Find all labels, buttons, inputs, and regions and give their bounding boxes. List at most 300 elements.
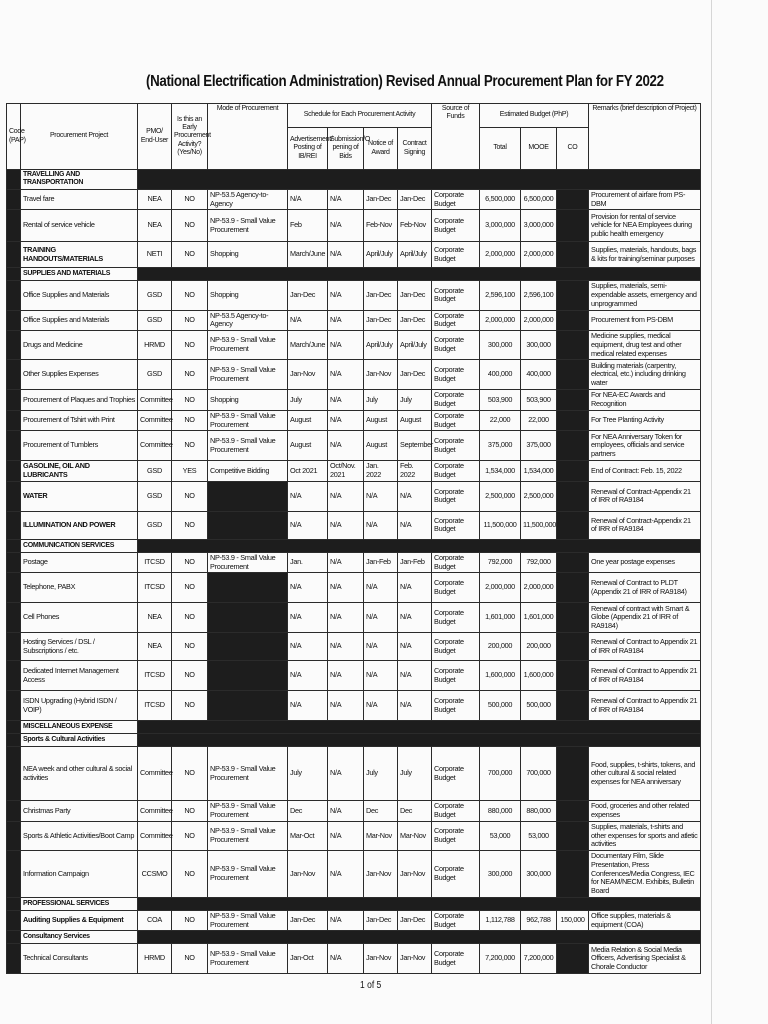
total-cell: 53,000 [480,821,521,850]
table-row [7,481,701,511]
mode-cell: NP-53.9 - Small Value Procurement [208,210,288,242]
code-cell [7,410,21,431]
remarks-cell: Procurement from PS-DBM [589,310,701,331]
mode-cell [208,511,288,539]
funds-cell: Corporate Budget [432,360,480,390]
section-header-row [7,268,701,281]
mode-cell: NP-53.9 - Small Value Procurement [208,944,288,974]
code-cell [7,734,21,747]
early-procurement-cell: NO [172,189,208,210]
code-cell [7,360,21,390]
total-cell: 11,500,000 [480,511,521,539]
contract-signing-cell: Jan-Feb [398,552,432,573]
remarks-cell: Provision for rental of service vehicle for NEA Employees during public health emergency [589,210,701,242]
advertisement-cell: Jan-Dec [288,281,328,310]
advertisement-cell: N/A [288,189,328,210]
co-cell [557,511,589,539]
project-cell: Information Campaign [21,851,138,898]
code-cell [7,821,21,850]
table-row [7,944,701,974]
section-header-row [7,734,701,747]
advertisement-cell: N/A [288,310,328,331]
table-row [7,461,701,482]
table-row [7,511,701,539]
early-procurement-cell: NO [172,431,208,461]
pmo-cell: NETI [138,242,172,268]
notice-of-award-cell: Jan-Dec [364,310,398,331]
header-contract-signing: Contract Signing [398,128,432,170]
contract-signing-cell: Feb. 2022 [398,461,432,482]
code-cell [7,242,21,268]
section-fill [138,268,701,281]
co-cell: 150,000 [557,910,589,931]
early-procurement-cell: NO [172,242,208,268]
remarks-cell: Renewal of Contract to Appendix 21 of IRR of RA9184 [589,633,701,661]
code-cell [7,552,21,573]
remarks-cell: End of Contract: Feb. 15, 2022 [589,461,701,482]
pmo-cell: HRMD [138,944,172,974]
funds-cell: Corporate Budget [432,461,480,482]
submission-cell: N/A [328,481,364,511]
submission-cell: N/A [328,390,364,411]
early-procurement-cell: NO [172,603,208,633]
mode-cell: NP-53.9 - Small Value Procurement [208,431,288,461]
total-cell: 300,000 [480,851,521,898]
contract-signing-cell: April/July [398,331,432,360]
header-submission: Submission/O pening of Bids [328,128,364,170]
mode-cell: Shopping [208,390,288,411]
notice-of-award-cell: Feb-Nov [364,210,398,242]
pmo-cell: NEA [138,189,172,210]
remarks-cell: Medicine supplies, medical equipment, drug test and other medical related expenses [589,331,701,360]
pmo-cell: GSD [138,310,172,331]
early-procurement-cell: NO [172,747,208,801]
code-cell [7,511,21,539]
remarks-cell: Renewal of Contract-Appendix 21 of IRR of RA9184 [589,481,701,511]
total-cell: 3,000,000 [480,210,521,242]
funds-cell: Corporate Budget [432,281,480,310]
section-label: PROFESSIONAL SERVICES [21,897,138,910]
contract-signing-cell: April/July [398,242,432,268]
mooe-cell: 2,000,000 [521,310,557,331]
page-number: 1 of 5 [360,980,382,991]
contract-signing-cell: N/A [398,573,432,603]
funds-cell: Corporate Budget [432,691,480,721]
total-cell: 1,600,000 [480,661,521,691]
early-procurement-cell: NO [172,281,208,310]
advertisement-cell: Feb [288,210,328,242]
pmo-cell: Committee [138,431,172,461]
submission-cell: N/A [328,410,364,431]
project-cell: NEA week and other cultural & social activities [21,747,138,801]
table-row [7,210,701,242]
total-cell: 700,000 [480,747,521,801]
funds-cell: Corporate Budget [432,331,480,360]
submission-cell: N/A [328,851,364,898]
early-procurement-cell: NO [172,801,208,822]
submission-cell: N/A [328,910,364,931]
early-procurement-cell: NO [172,573,208,603]
co-cell [557,461,589,482]
advertisement-cell: August [288,410,328,431]
pmo-cell: Committee [138,801,172,822]
contract-signing-cell: July [398,390,432,411]
advertisement-cell: N/A [288,661,328,691]
mooe-cell: 3,000,000 [521,210,557,242]
pmo-cell: Committee [138,747,172,801]
pmo-cell: NEA [138,603,172,633]
mode-cell: NP-53.9 - Small Value Procurement [208,747,288,801]
section-label: Consultancy Services [21,931,138,944]
submission-cell: N/A [328,331,364,360]
submission-cell: N/A [328,360,364,390]
section-label: TRAVELLING AND TRANSPORTATION [21,170,138,190]
co-cell [557,821,589,850]
submission-cell: N/A [328,189,364,210]
mode-cell [208,603,288,633]
mode-cell: NP-53.9 - Small Value Procurement [208,801,288,822]
table-row [7,661,701,691]
advertisement-cell: July [288,390,328,411]
header-notice-of-award: Notice of Award [364,128,398,170]
table-row [7,242,701,268]
section-fill [138,897,701,910]
pmo-cell: NEA [138,210,172,242]
notice-of-award-cell: August [364,410,398,431]
early-procurement-cell: NO [172,944,208,974]
table-row [7,360,701,390]
submission-cell: N/A [328,511,364,539]
remarks-cell: Office supplies, materials & equipment (COA) [589,910,701,931]
submission-cell: N/A [328,281,364,310]
mooe-cell: 962,788 [521,910,557,931]
header-total: Total [480,128,521,170]
total-cell: 500,000 [480,691,521,721]
code-cell [7,390,21,411]
mode-cell: Shopping [208,242,288,268]
table-row [7,390,701,411]
total-cell: 300,000 [480,331,521,360]
notice-of-award-cell: Jan. 2022 [364,461,398,482]
co-cell [557,390,589,411]
project-cell: TRAINING HANDOUTS/MATERIALS [21,242,138,268]
header-advertisement: Advertisement/ Posting of IB/REI [288,128,328,170]
co-cell [557,633,589,661]
mooe-cell: 200,000 [521,633,557,661]
mode-cell: NP-53.5 Agency-to-Agency [208,189,288,210]
contract-signing-cell: Mar-Nov [398,821,432,850]
submission-cell: N/A [328,661,364,691]
funds-cell: Corporate Budget [432,410,480,431]
contract-signing-cell: N/A [398,661,432,691]
code-cell [7,431,21,461]
notice-of-award-cell: April/July [364,242,398,268]
pmo-cell: HRMD [138,331,172,360]
pmo-cell: CCSMO [138,851,172,898]
mode-cell [208,633,288,661]
submission-cell: N/A [328,821,364,850]
header-early-procurement: Is this an Early Procurement Activity? (Yes/No) [172,104,208,170]
pmo-cell: ITCSD [138,552,172,573]
remarks-cell: Documentary Film, Slide Presentation, Press Conferences/Media Congress, IEC for NEAM/NECM. Exhibits, Bulletin Board [589,851,701,898]
header-mooe: MOOE [521,128,557,170]
project-cell: WATER [21,481,138,511]
code-cell [7,944,21,974]
contract-signing-cell: N/A [398,691,432,721]
header-mode: Mode of Procurement [208,104,288,170]
total-cell: 2,000,000 [480,573,521,603]
total-cell: 375,000 [480,431,521,461]
section-header-row [7,721,701,734]
co-cell [557,573,589,603]
advertisement-cell: Mar-Oct [288,821,328,850]
remarks-cell: One year postage expenses [589,552,701,573]
section-header-row [7,539,701,552]
header-budget: Estimated Budget (PhP) [480,104,589,128]
co-cell [557,189,589,210]
section-header-row [7,170,701,190]
contract-signing-cell: Jan-Dec [398,189,432,210]
co-cell [557,431,589,461]
co-cell [557,210,589,242]
notice-of-award-cell: Jan-Dec [364,910,398,931]
notice-of-award-cell: July [364,390,398,411]
code-cell [7,851,21,898]
project-cell: Procurement of Plaques and Trophies [21,390,138,411]
notice-of-award-cell: N/A [364,573,398,603]
code-cell [7,721,21,734]
co-cell [557,661,589,691]
co-cell [557,360,589,390]
contract-signing-cell: N/A [398,511,432,539]
contract-signing-cell: N/A [398,633,432,661]
notice-of-award-cell: Dec [364,801,398,822]
advertisement-cell: Jan-Dec [288,910,328,931]
table-row [7,189,701,210]
table-row [7,281,701,310]
pmo-cell: Committee [138,390,172,411]
mooe-cell: 375,000 [521,431,557,461]
mode-cell: NP-53.9 - Small Value Procurement [208,360,288,390]
notice-of-award-cell: N/A [364,511,398,539]
code-cell [7,170,21,190]
table-row [7,747,701,801]
submission-cell: N/A [328,747,364,801]
early-procurement-cell: NO [172,661,208,691]
section-fill [138,170,701,190]
code-cell [7,268,21,281]
mode-cell: NP-53.9 - Small Value Procurement [208,910,288,931]
funds-cell: Corporate Budget [432,661,480,691]
code-cell [7,461,21,482]
funds-cell: Corporate Budget [432,801,480,822]
table-row [7,603,701,633]
mooe-cell: 53,000 [521,821,557,850]
co-cell [557,281,589,310]
funds-cell: Corporate Budget [432,603,480,633]
submission-cell: N/A [328,552,364,573]
pmo-cell: GSD [138,281,172,310]
contract-signing-cell: Jan-Dec [398,360,432,390]
funds-cell: Corporate Budget [432,310,480,331]
mode-cell: NP-53.9 - Small Value Procurement [208,821,288,850]
contract-signing-cell: Jan-Dec [398,910,432,931]
early-procurement-cell: NO [172,360,208,390]
remarks-cell: Media Relation & Social Media Officers, Advertising Specialist & Chorale Conductor [589,944,701,974]
code-cell [7,281,21,310]
mooe-cell: 792,000 [521,552,557,573]
total-cell: 400,000 [480,360,521,390]
early-procurement-cell: NO [172,821,208,850]
code-cell [7,481,21,511]
notice-of-award-cell: April/July [364,331,398,360]
notice-of-award-cell: N/A [364,481,398,511]
total-cell: 2,000,000 [480,310,521,331]
advertisement-cell: N/A [288,573,328,603]
table-body [7,170,701,974]
submission-cell: N/A [328,633,364,661]
funds-cell: Corporate Budget [432,481,480,511]
funds-cell: Corporate Budget [432,390,480,411]
advertisement-cell: July [288,747,328,801]
funds-cell: Corporate Budget [432,431,480,461]
funds-cell: Corporate Budget [432,747,480,801]
funds-cell: Corporate Budget [432,910,480,931]
mode-cell [208,481,288,511]
co-cell [557,331,589,360]
mooe-cell: 2,500,000 [521,481,557,511]
section-fill [138,931,701,944]
code-cell [7,747,21,801]
total-cell: 1,601,000 [480,603,521,633]
notice-of-award-cell: N/A [364,661,398,691]
header-remarks: Remarks (brief description of Project) [589,104,701,170]
mooe-cell: 880,000 [521,801,557,822]
contract-signing-cell: Jan-Dec [398,281,432,310]
remarks-cell: For NEA-EC Awards and Recognition [589,390,701,411]
notice-of-award-cell: Jan-Nov [364,360,398,390]
total-cell: 503,900 [480,390,521,411]
mooe-cell: 300,000 [521,851,557,898]
early-procurement-cell: NO [172,410,208,431]
pmo-cell: GSD [138,511,172,539]
table-row [7,410,701,431]
table-row [7,573,701,603]
table-row [7,851,701,898]
mooe-cell: 2,000,000 [521,242,557,268]
notice-of-award-cell: Jan-Feb [364,552,398,573]
code-cell [7,331,21,360]
total-cell: 2,000,000 [480,242,521,268]
section-fill [138,734,701,747]
project-cell: GASOLINE, OIL AND LUBRICANTS [21,461,138,482]
notice-of-award-cell: Jan-Dec [364,189,398,210]
mode-cell [208,691,288,721]
total-cell: 2,500,000 [480,481,521,511]
pmo-cell: NEA [138,633,172,661]
remarks-cell: Procurement of airfare from PS-DBM [589,189,701,210]
mooe-cell: 11,500,000 [521,511,557,539]
mooe-cell: 22,000 [521,410,557,431]
remarks-cell: For NEA Anniversary Token for employees, officials and service partners [589,431,701,461]
co-cell [557,310,589,331]
notice-of-award-cell: Jan-Nov [364,851,398,898]
funds-cell: Corporate Budget [432,944,480,974]
project-cell: Auditing Supplies & Equipment [21,910,138,931]
submission-cell: N/A [328,691,364,721]
code-cell [7,661,21,691]
co-cell [557,747,589,801]
advertisement-cell: Jan-Nov [288,851,328,898]
contract-signing-cell: July [398,747,432,801]
project-cell: Rental of service vehicle [21,210,138,242]
contract-signing-cell: N/A [398,481,432,511]
total-cell: 2,596,100 [480,281,521,310]
funds-cell: Corporate Budget [432,552,480,573]
advertisement-cell: March/June [288,242,328,268]
remarks-cell: Building materials (carpentry, electrical, etc.) including drinking water [589,360,701,390]
co-cell [557,410,589,431]
project-cell: ILLUMINATION AND POWER [21,511,138,539]
project-cell: Telephone, PABX [21,573,138,603]
total-cell: 880,000 [480,801,521,822]
table-row [7,801,701,822]
pmo-cell: GSD [138,481,172,511]
table-row [7,691,701,721]
table-row [7,431,701,461]
co-cell [557,603,589,633]
code-cell [7,931,21,944]
project-cell: Office Supplies and Materials [21,281,138,310]
submission-cell: Oct/Nov. 2021 [328,461,364,482]
funds-cell: Corporate Budget [432,573,480,603]
code-cell [7,573,21,603]
section-header-row [7,931,701,944]
code-cell [7,633,21,661]
project-cell: Procurement of Tshirt with Print [21,410,138,431]
scan-page-edge [711,0,712,1024]
code-cell [7,310,21,331]
project-cell: Cell Phones [21,603,138,633]
funds-cell: Corporate Budget [432,511,480,539]
mode-cell: NP-53.9 - Small Value Procurement [208,331,288,360]
mode-cell: Shopping [208,281,288,310]
project-cell: Sports & Athletic Activities/Boot Camp [21,821,138,850]
code-cell [7,210,21,242]
contract-signing-cell: Jan-Dec [398,310,432,331]
pmo-cell: Committee [138,821,172,850]
code-cell [7,910,21,931]
funds-cell: Corporate Budget [432,189,480,210]
remarks-cell: Renewal of Contract to Appendix 21 of IRR of RA9184 [589,661,701,691]
header-pmo: PMO/ End-User [138,104,172,170]
early-procurement-cell: NO [172,691,208,721]
notice-of-award-cell: N/A [364,691,398,721]
project-cell: Drugs and Medicine [21,331,138,360]
code-cell [7,603,21,633]
total-cell: 200,000 [480,633,521,661]
mooe-cell: 400,000 [521,360,557,390]
contract-signing-cell: Feb-Nov [398,210,432,242]
total-cell: 6,500,000 [480,189,521,210]
mooe-cell: 1,601,000 [521,603,557,633]
header-funds: Source of Funds [432,104,480,170]
mode-cell [208,661,288,691]
contract-signing-cell: Dec [398,801,432,822]
section-label: COMMUNICATION SERVICES [21,539,138,552]
pmo-cell: ITCSD [138,573,172,603]
code-cell [7,539,21,552]
